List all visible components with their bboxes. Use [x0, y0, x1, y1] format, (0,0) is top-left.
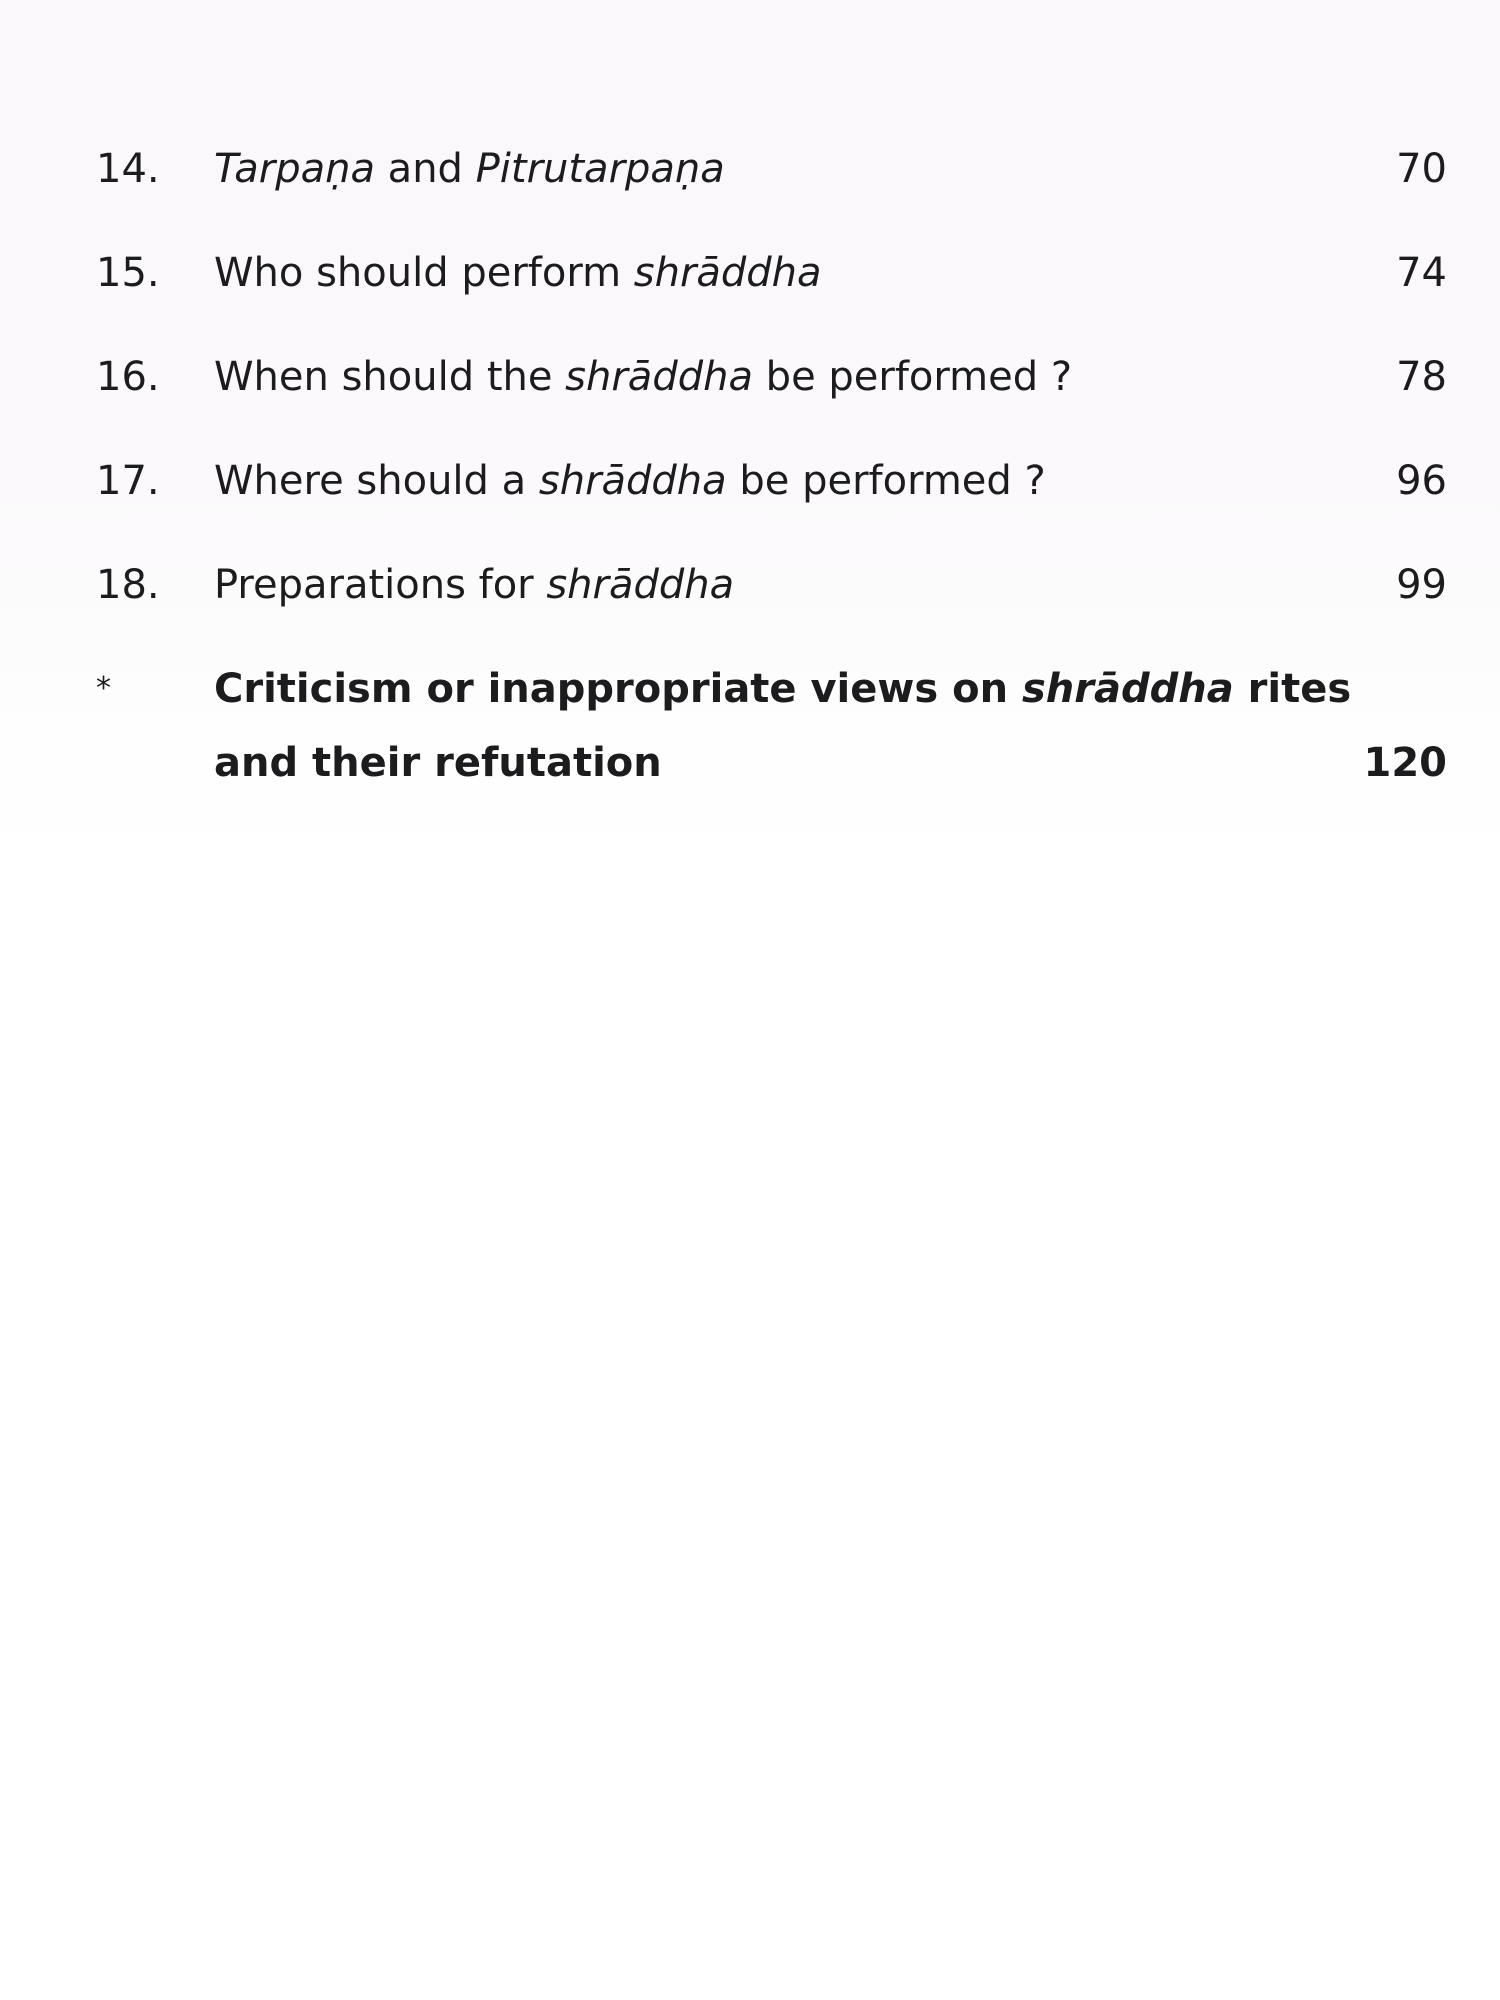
entry-title	[214, 548, 734, 622]
entry-number: 14.	[96, 146, 160, 192]
title-part: When should the	[214, 354, 566, 400]
toc-entry-15[interactable]	[0, 236, 1500, 310]
entry-number: 18.	[96, 562, 160, 608]
title-part: be performed ?	[752, 354, 1073, 400]
title-italic-part: shrāddha	[1021, 666, 1234, 712]
entry-page-number: 78	[1396, 354, 1447, 400]
title-part: Criticism or inappropriate views on	[214, 666, 1022, 712]
title-part: and	[374, 146, 476, 192]
title-part: Preparations for	[214, 562, 547, 608]
entry-page-number: 96	[1396, 458, 1447, 504]
title-italic-part: shrāddha	[565, 354, 753, 400]
asterisk-bullet: *	[96, 671, 111, 706]
title-italic-part: shrāddha	[546, 562, 735, 608]
table-of-contents	[0, 0, 1500, 880]
entry-number: 15.	[96, 250, 160, 296]
entry-number: 17.	[96, 458, 160, 504]
title-part: be performed ?	[726, 458, 1046, 504]
toc-entry-18[interactable]	[0, 548, 1500, 622]
title-italic-part: Tarpaṇa	[214, 146, 375, 192]
entry-page-number: 74	[1396, 250, 1447, 296]
title-part: Who should perform	[214, 250, 634, 296]
title-italic-part: Pitrutarpaṇa	[475, 146, 725, 192]
title-part: Where should a	[214, 458, 539, 504]
entry-page-number: 70	[1396, 146, 1447, 192]
entry-title	[214, 132, 725, 206]
entry-title	[214, 340, 1072, 414]
title-italic-part: shrāddha	[538, 458, 727, 504]
entry-title-line-2: and their refutation	[214, 740, 662, 786]
toc-entry-14[interactable]	[0, 132, 1500, 206]
title-part: rites	[1233, 666, 1352, 712]
toc-entry-criticism[interactable]	[0, 652, 1500, 802]
entry-page-number: 99	[1396, 562, 1447, 608]
toc-entry-16[interactable]	[0, 340, 1500, 414]
entry-number: 16.	[96, 354, 160, 400]
entry-page-number: 120	[1363, 740, 1447, 786]
entry-title	[214, 652, 1351, 726]
entry-title	[214, 236, 822, 310]
toc-entry-17[interactable]	[0, 444, 1500, 518]
title-italic-part: shrāddha	[633, 250, 822, 296]
entry-title	[214, 444, 1046, 518]
